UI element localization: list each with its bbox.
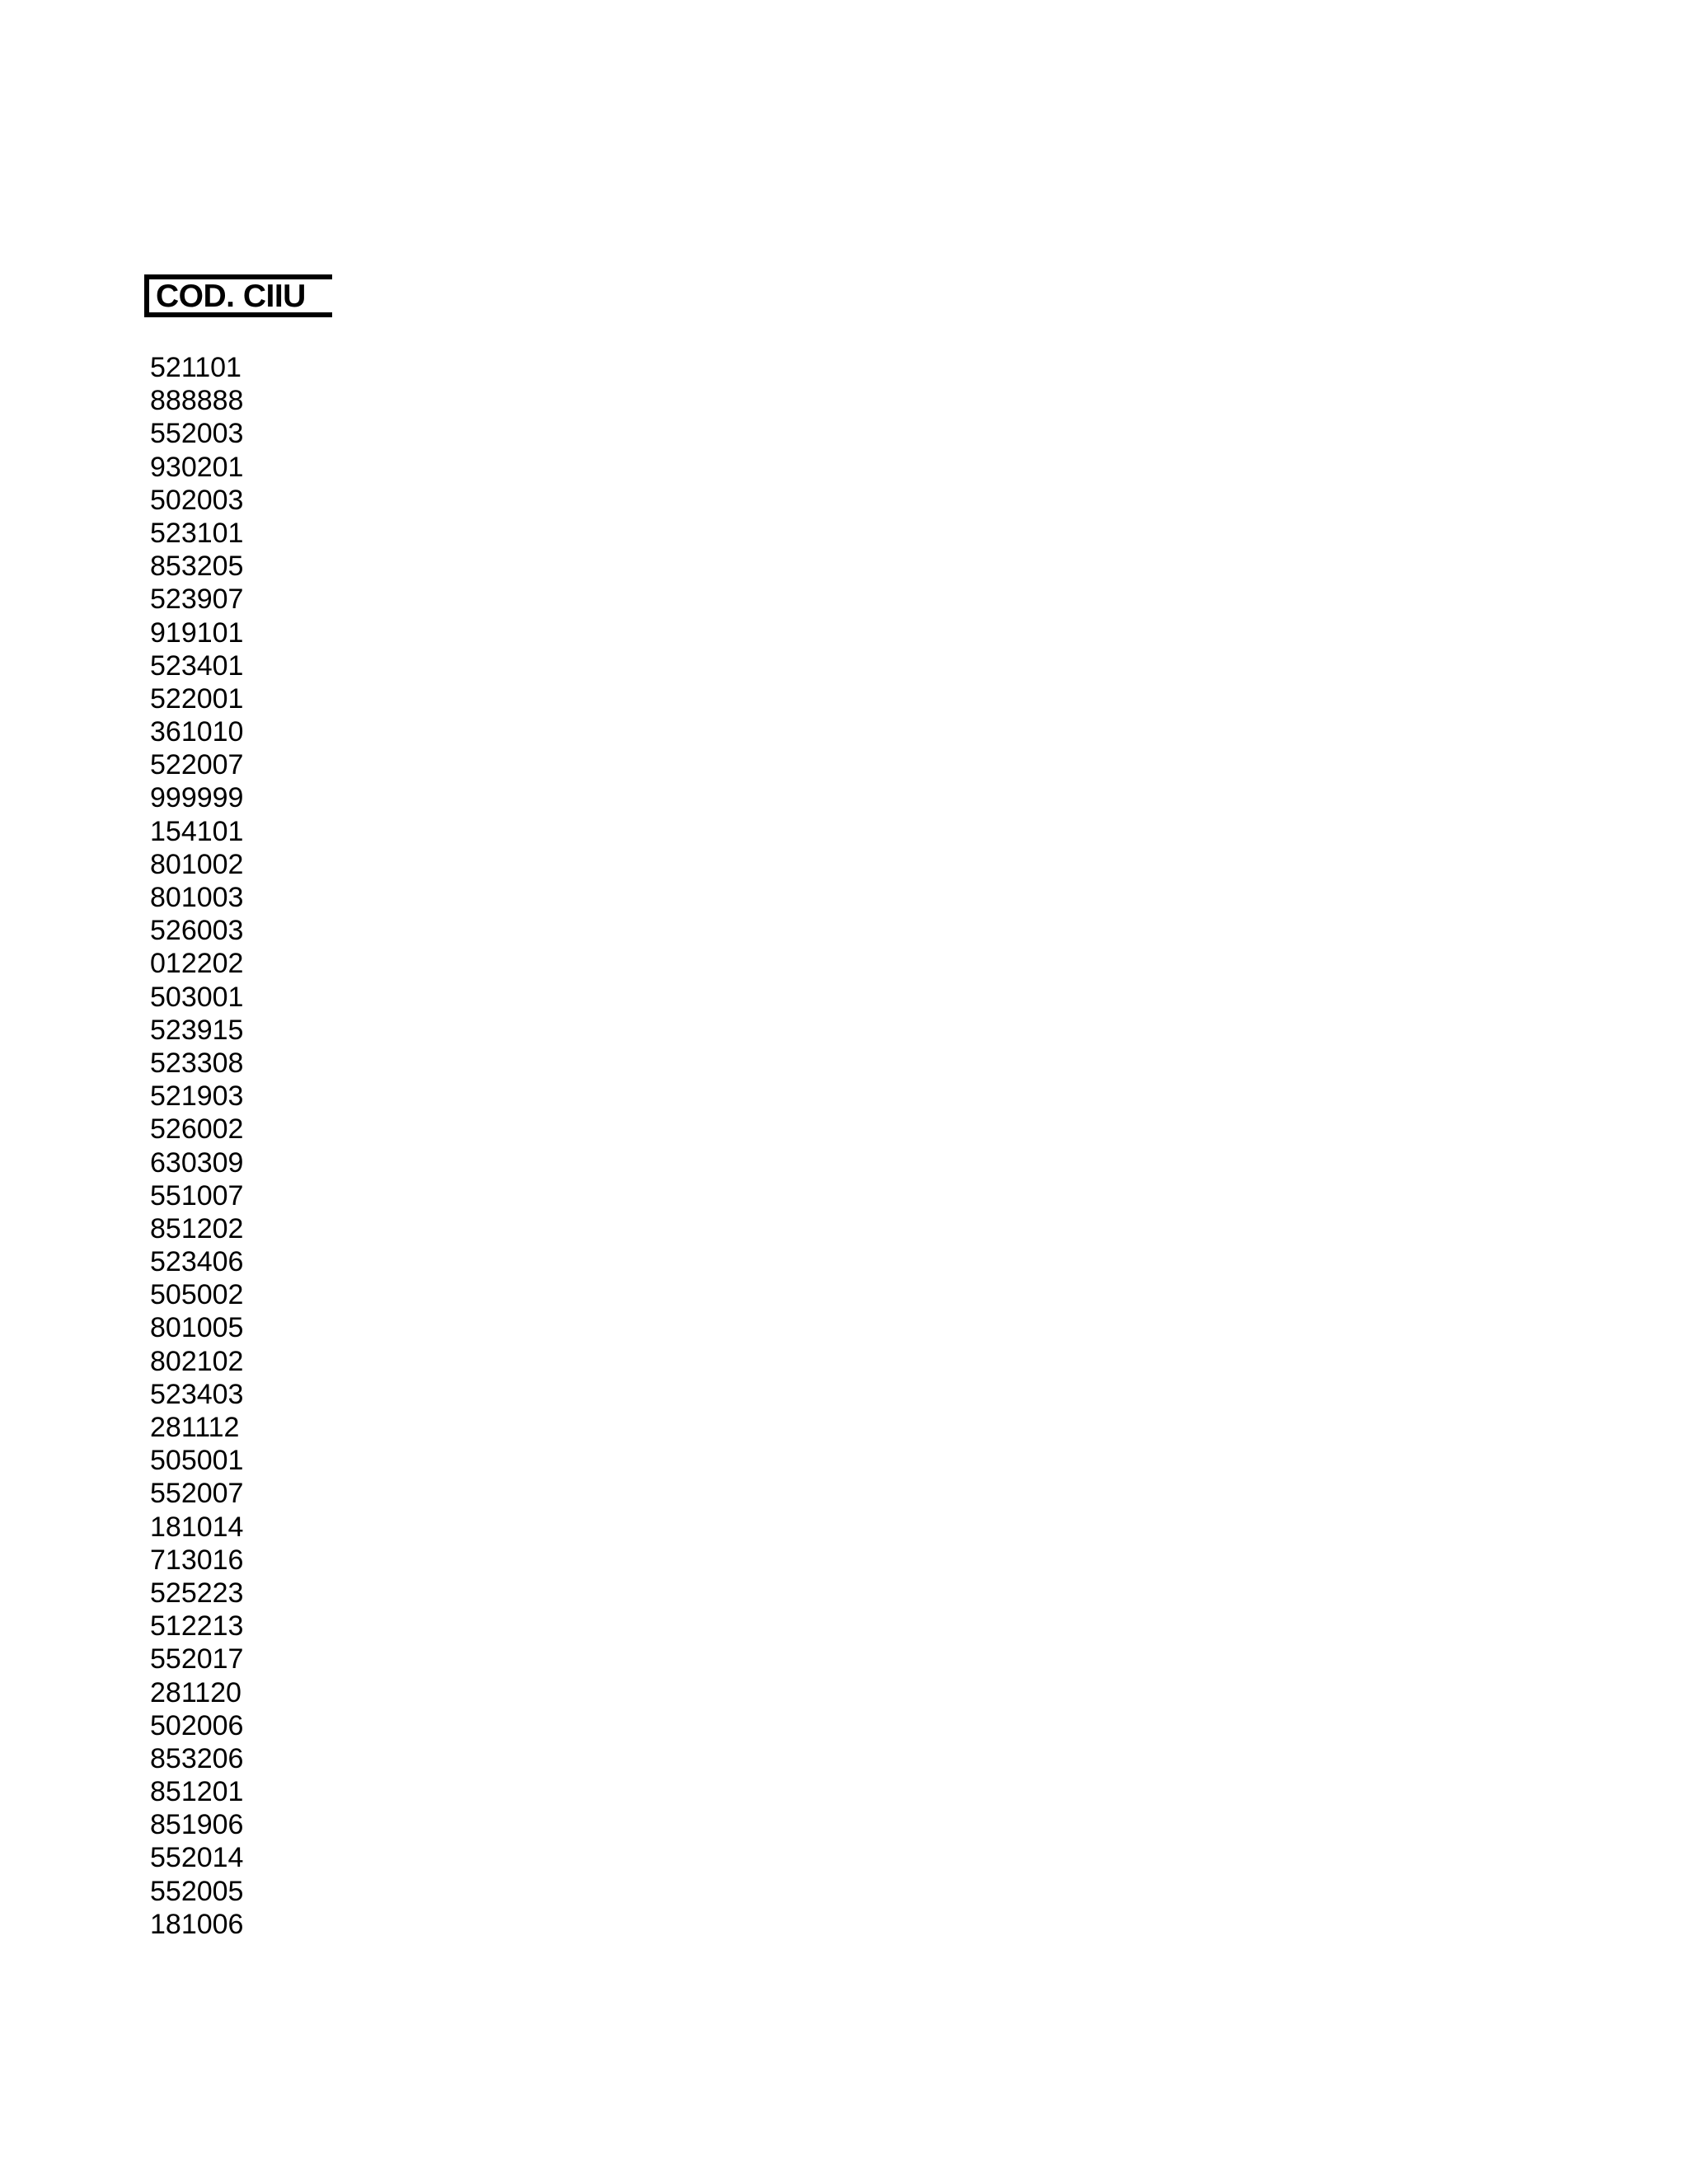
list-item: 523907 xyxy=(150,583,244,616)
list-item: 503001 xyxy=(150,981,244,1013)
list-item: 930201 xyxy=(150,451,244,483)
list-item: 851202 xyxy=(150,1212,244,1244)
list-item: 154101 xyxy=(150,815,244,847)
list-item: 523915 xyxy=(150,1014,244,1046)
list-item: 552017 xyxy=(150,1643,244,1675)
list-item: 181014 xyxy=(150,1511,244,1543)
list-item: 552003 xyxy=(150,418,244,450)
list-item: 851201 xyxy=(150,1776,244,1808)
list-item: 521903 xyxy=(150,1080,244,1113)
list-item: 630309 xyxy=(150,1146,244,1179)
list-item: 888888 xyxy=(150,385,244,417)
list-item: 502006 xyxy=(150,1709,244,1741)
list-item: 523403 xyxy=(150,1378,244,1410)
list-item: 713016 xyxy=(150,1544,244,1576)
list-item: 853205 xyxy=(150,551,244,583)
list-item: 012202 xyxy=(150,948,244,980)
column-header-label: COD. CIIU xyxy=(156,279,306,314)
list-item: 361010 xyxy=(150,716,244,748)
list-item: 522007 xyxy=(150,749,244,781)
list-item: 801005 xyxy=(150,1312,244,1344)
list-item: 523401 xyxy=(150,649,244,682)
list-item: 181006 xyxy=(150,1908,244,1940)
list-item: 851906 xyxy=(150,1809,244,1841)
list-item: 523308 xyxy=(150,1047,244,1079)
list-item: 551007 xyxy=(150,1179,244,1212)
list-item: 526003 xyxy=(150,915,244,947)
list-item: 521101 xyxy=(150,352,241,383)
list-item: 802102 xyxy=(150,1345,244,1377)
list-item: 281120 xyxy=(150,1676,241,1708)
list-item: 505001 xyxy=(150,1445,244,1477)
list-item: 281112 xyxy=(150,1412,240,1443)
ciiu-code-list xyxy=(150,351,243,1941)
list-item: 919101 xyxy=(150,616,244,649)
list-item: 801002 xyxy=(150,848,244,880)
list-item: 853206 xyxy=(150,1742,244,1774)
list-item: 502003 xyxy=(150,484,244,516)
list-item: 522001 xyxy=(150,682,244,715)
list-item: 552007 xyxy=(150,1478,244,1510)
list-item: 801003 xyxy=(150,882,244,913)
list-item: 512213 xyxy=(150,1610,244,1643)
list-item: 552005 xyxy=(150,1875,244,1907)
list-item: 505002 xyxy=(150,1279,244,1311)
list-item: 999999 xyxy=(150,782,244,814)
list-item: 526002 xyxy=(150,1113,244,1146)
list-item: 552014 xyxy=(150,1842,244,1874)
list-item: 523101 xyxy=(150,517,244,549)
list-item: 525223 xyxy=(150,1577,244,1609)
list-item: 523406 xyxy=(150,1246,244,1278)
column-header-cell xyxy=(144,274,332,317)
